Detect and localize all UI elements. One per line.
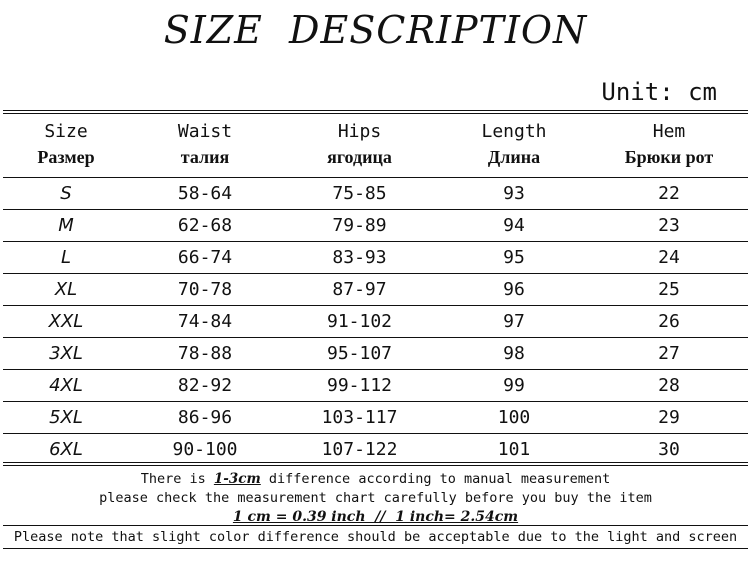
difference-note (0, 470, 751, 489)
size-cell: L (3, 242, 129, 274)
table-row (3, 178, 748, 210)
column-header-ru: Длина (487, 147, 541, 167)
table-row (3, 402, 748, 434)
notes-block (0, 470, 751, 527)
hips-cell: 79-89 (281, 210, 438, 242)
waist-cell: 82-92 (129, 370, 281, 402)
waist-cell: 86-96 (129, 402, 281, 434)
unit-conversion-note: 1 cm = 0.39 inch // 1 inch= 2.54cm (232, 509, 519, 525)
column-header-hem (590, 116, 748, 178)
length-cell: 98 (438, 338, 590, 370)
waist-cell: 74-84 (129, 306, 281, 338)
table-top-divider (3, 110, 748, 114)
unit-label: Unit: cm (601, 78, 717, 106)
hem-cell: 29 (590, 402, 748, 434)
table-row (3, 306, 748, 338)
column-header-en: Length (481, 121, 547, 142)
size-cell: 4XL (3, 370, 129, 402)
hem-cell: 23 (590, 210, 748, 242)
waist-cell: 58-64 (129, 178, 281, 210)
page-title: SIZE DESCRIPTION (163, 8, 588, 52)
size-cell: S (3, 178, 129, 210)
length-cell: 94 (438, 210, 590, 242)
waist-cell: 66-74 (129, 242, 281, 274)
hips-cell: 107-122 (321, 439, 398, 460)
hem-cell: 25 (590, 274, 748, 306)
hem-cell: 28 (590, 370, 748, 402)
waist-cell: 62-68 (129, 210, 281, 242)
hips-cell: 103-117 (281, 402, 438, 434)
column-header-waist (129, 116, 281, 178)
size-cell: M (3, 210, 129, 242)
length-cell: 100 (438, 402, 590, 434)
table-row (3, 210, 748, 242)
column-header-en: Hips (337, 121, 382, 142)
hem-cell: 26 (590, 306, 748, 338)
table-row (3, 274, 748, 306)
color-difference-note: Please note that slight color difference should be acceptable due to the light and screen (3, 525, 748, 549)
size-cell: 5XL (3, 402, 129, 434)
column-header-size (3, 116, 129, 178)
size-cell: 6XL (49, 439, 83, 460)
length-cell: 101 (497, 439, 531, 460)
hips-cell: 87-97 (281, 274, 438, 306)
check-chart-note: please check the measurement chart carefully before you buy the item (99, 490, 652, 506)
length-cell: 97 (438, 306, 590, 338)
table-row (3, 434, 748, 466)
column-header-ru: Размер (37, 147, 95, 167)
hem-cell: 24 (590, 242, 748, 274)
waist-cell: 70-78 (129, 274, 281, 306)
hips-cell: 95-107 (281, 338, 438, 370)
column-header-ru: талия (180, 147, 230, 167)
table-header-row (3, 116, 748, 178)
table-row (3, 242, 748, 274)
hem-cell: 27 (590, 338, 748, 370)
difference-note-suffix: difference according to manual measurement (260, 471, 611, 487)
column-header-ru: Брюки рот (624, 147, 714, 167)
length-cell: 93 (438, 178, 590, 210)
hips-cell: 75-85 (281, 178, 438, 210)
size-table (3, 116, 748, 465)
hem-cell: 30 (658, 439, 680, 460)
difference-note-prefix: There is (140, 471, 214, 487)
waist-cell: 78-88 (129, 338, 281, 370)
length-cell: 95 (438, 242, 590, 274)
table-row (3, 338, 748, 370)
size-cell: XXL (3, 306, 129, 338)
waist-cell: 90-100 (172, 439, 238, 460)
column-header-en: Size (44, 121, 88, 142)
hips-cell: 83-93 (281, 242, 438, 274)
length-cell: 99 (438, 370, 590, 402)
hem-cell: 22 (590, 178, 748, 210)
hips-cell: 91-102 (281, 306, 438, 338)
column-header-en: Hem (652, 121, 686, 142)
column-header-hips (281, 116, 438, 178)
size-cell: 3XL (3, 338, 129, 370)
table-row (3, 370, 748, 402)
difference-range: 1-3cm (213, 471, 261, 487)
column-header-ru: ягодица (327, 147, 392, 167)
length-cell: 96 (438, 274, 590, 306)
column-header-en: Waist (177, 121, 233, 142)
hips-cell: 99-112 (281, 370, 438, 402)
column-header-length (438, 116, 590, 178)
table-bottom-divider (3, 462, 748, 466)
size-cell: XL (3, 274, 129, 306)
